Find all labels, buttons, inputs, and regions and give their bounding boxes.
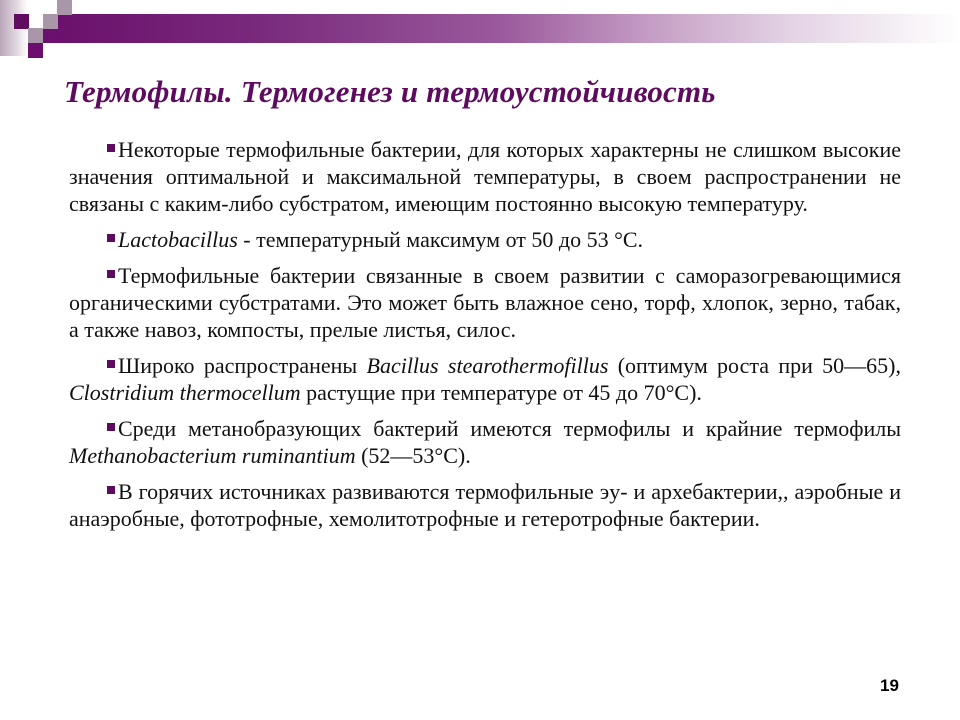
square-bullet-icon [107,234,115,242]
species-name: Clostridium thermocellum [69,380,301,405]
bullet-paragraph [69,226,901,253]
slide-body [69,136,901,541]
header-gradient-bar [43,14,960,43]
bullet-paragraph [69,352,901,406]
paragraph-text: - температурный максимум от 50 до 53 °С. [237,227,644,252]
square-bullet-icon [107,360,115,368]
decor-square-purple [28,43,43,58]
paragraph-text: В горячих источниках развиваются термофильные эу- и архебактерии,, аэробные и анаэробные, фототрофные, хемолитотрофные и гетеротрофные бактерии. [69,479,901,531]
square-bullet-icon [107,270,115,278]
paragraph-text: Широко распространены [118,353,367,378]
paragraph-text: (оптимум роста при 50—65), [608,353,901,378]
bullet-paragraph [69,136,901,217]
paragraph-text: Термофильные бактерии связанные в своем развитии с саморазогревающимися органическими субстратами. Это может быть влажное сено, торф, хлопок, зерно, табак, а также навоз, компосты, прелые листья, силос. [69,263,901,342]
paragraph-text: растущие при температуре от 45 до 70°С). [300,380,702,405]
decor-square-gray-top [57,0,72,15]
page-number: 19 [880,676,899,695]
species-name: Lactobacillus [118,227,238,252]
bullet-paragraph [69,478,901,532]
species-name: Bacillus stearothermofillus [366,353,609,378]
paragraph-text: (52—53°С). [355,443,471,468]
paragraph-text: Среди метанобразующих бактерий имеются термофилы и крайние термофилы [118,416,901,441]
square-bullet-icon [107,144,115,152]
bullet-paragraph [69,262,901,343]
square-bullet-icon [107,486,115,494]
slide-title: Термофилы. Термогенез и термоустойчивость [64,74,716,109]
decor-square-dark [14,14,29,29]
square-bullet-icon [107,423,115,431]
bullet-paragraph [69,415,901,469]
decor-square-gray [43,14,58,29]
species-name: Methanobacterium ruminantium [69,443,356,468]
paragraph-text: Некоторые термофильные бактерии, для которых характерны не слишком высокие значения оптимальной и максимальной температуры, в своем распространении не связаны с каким-либо субстратом, имеющим постоянно высокую температуру. [69,137,901,216]
decor-square-gray [28,28,43,43]
